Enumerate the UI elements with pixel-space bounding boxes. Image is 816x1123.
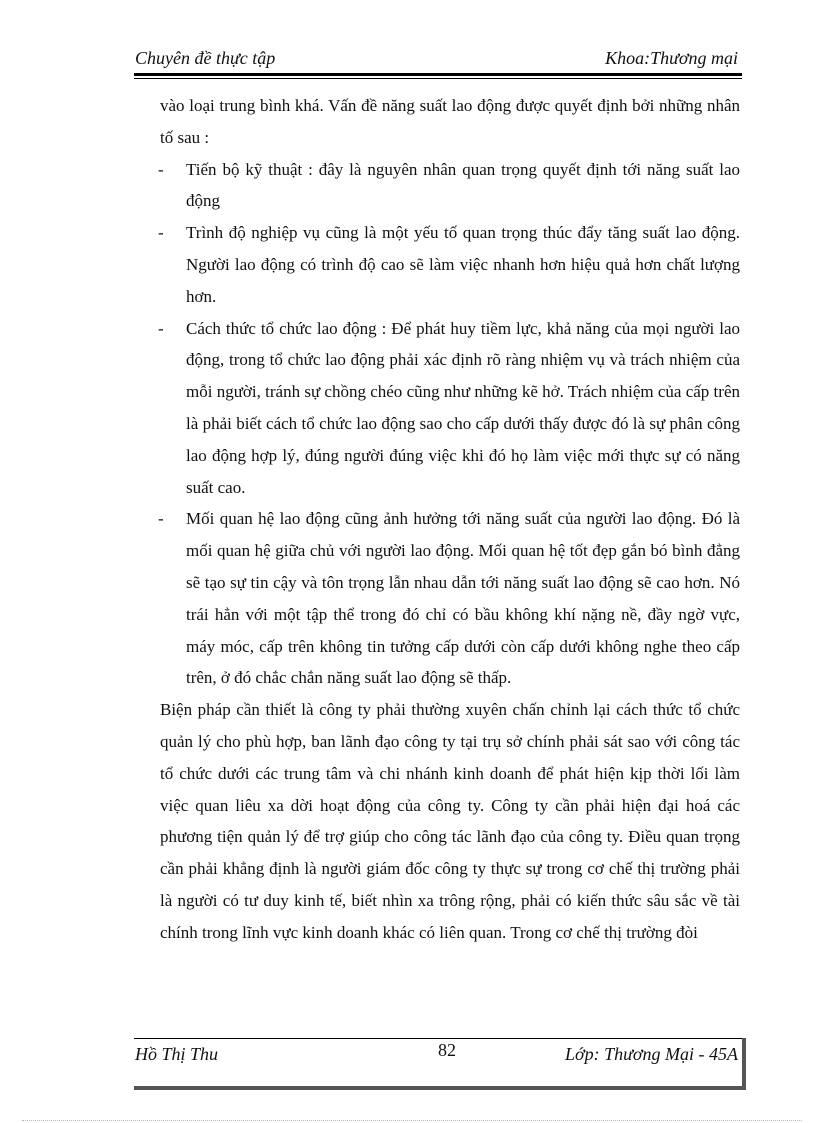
header-title-right: Khoa:Thương mại [605,48,738,68]
list-item-text: Trình độ nghiệp vụ cũng là một yếu tố quan trọng thúc đẩy tăng suất lao động. Người lao động có trình độ cao sẽ làm việc nhanh hơn hiệu quả hơn chất lượng hơn. [186,223,740,306]
page-edge-dotted [22,1120,802,1122]
intro-paragraph: vào loại trung bình khá. Vấn đề năng suất lao động được quyết định bởi những nhân tố sau : [160,96,740,147]
bullet-dash: - [158,223,164,243]
list-item [160,217,740,312]
header-rule-thick [134,73,742,76]
header-rule-thin [134,78,742,79]
list-item-text: Cách thức tổ chức lao động : Để phát huy tiềm lực, khả năng của mọi người lao động, trong tổ chức lao động phải xác định rõ ràng nhiệm vụ và trách nhiệm của mỗi người, tránh sự chồng chéo cũng như những kẽ hở. Trách nhiệm của cấp trên là phải biết cách tổ chức lao động sao cho cấp dưới thấy được đó là sự phân công lao động hợp lý, đúng người đúng việc khi đó họ làm việc mới thực sự có năng suất cao. [186,318,740,497]
page-number: 82 [438,1040,456,1060]
factor-list [160,154,740,695]
page-shadow-bottom [134,1086,746,1090]
bullet-dash: - [158,509,164,529]
list-item [160,313,740,504]
list-item [160,154,740,218]
list-item [160,503,740,694]
footer-class: Lớp: Thương Mại - 45A [564,1044,738,1064]
header-title-left: Chuyên đề thực tập [135,48,276,68]
bullet-dash: - [158,159,164,179]
page-shadow-right [742,1038,746,1088]
bullet-dash: - [158,318,164,338]
footer-rule [134,1038,742,1039]
closing-paragraph: Biện pháp cần thiết là công ty phải thường xuyên chấn chỉnh lại cách thức tổ chức quản lý cho phù hợp, ban lãnh đạo công ty tại trụ sở chính phải sát sao với công tác tổ chức dưới các trung tâm và chi nhánh kinh doanh để phát hiện kịp thời lối làm việc quan liêu xa dời hoạt động của công ty. Công ty cần phải hiện đại hoá các phương tiện quản lý để trợ giúp cho công tác lãnh đạo của công ty. Điều quan trọng cần phải khẳng định là người giám đốc công ty thực sự trong cơ chế thị trường phải là người có tư duy kinh tế, biết nhìn xa trông rộng, phải có kiến thức sâu sắc về tài chính trong lĩnh vực kinh doanh khác có liên quan. Trong cơ chế thị trường đòi [160,700,740,942]
footer-author: Hồ Thị Thu [135,1044,219,1064]
list-item-text: Mối quan hệ lao động cũng ảnh hưởng tới năng suất của người lao động. Đó là mối quan hệ giữa chủ với người lao động. Mối quan hệ tốt đẹp gắn bó bình đẳng sẽ tạo sự tin cậy và tôn trọng lẫn nhau dẫn tới năng suất lao động sẽ cao hơn. Nó trái hẳn với một tập thể trong đó chỉ có bầu không khí nặng nề, đầy ngờ vực, máy móc, cấp trên không tin tưởng cấp dưới còn cấp dưới không nghe theo cấp trên, ở đó chắc chắn năng suất lao động sẽ thấp. [186,509,740,688]
list-item-text: Tiến bộ kỹ thuật : đây là nguyên nhân quan trọng quyết định tới năng suất lao động [186,159,740,211]
document-body [160,90,740,949]
